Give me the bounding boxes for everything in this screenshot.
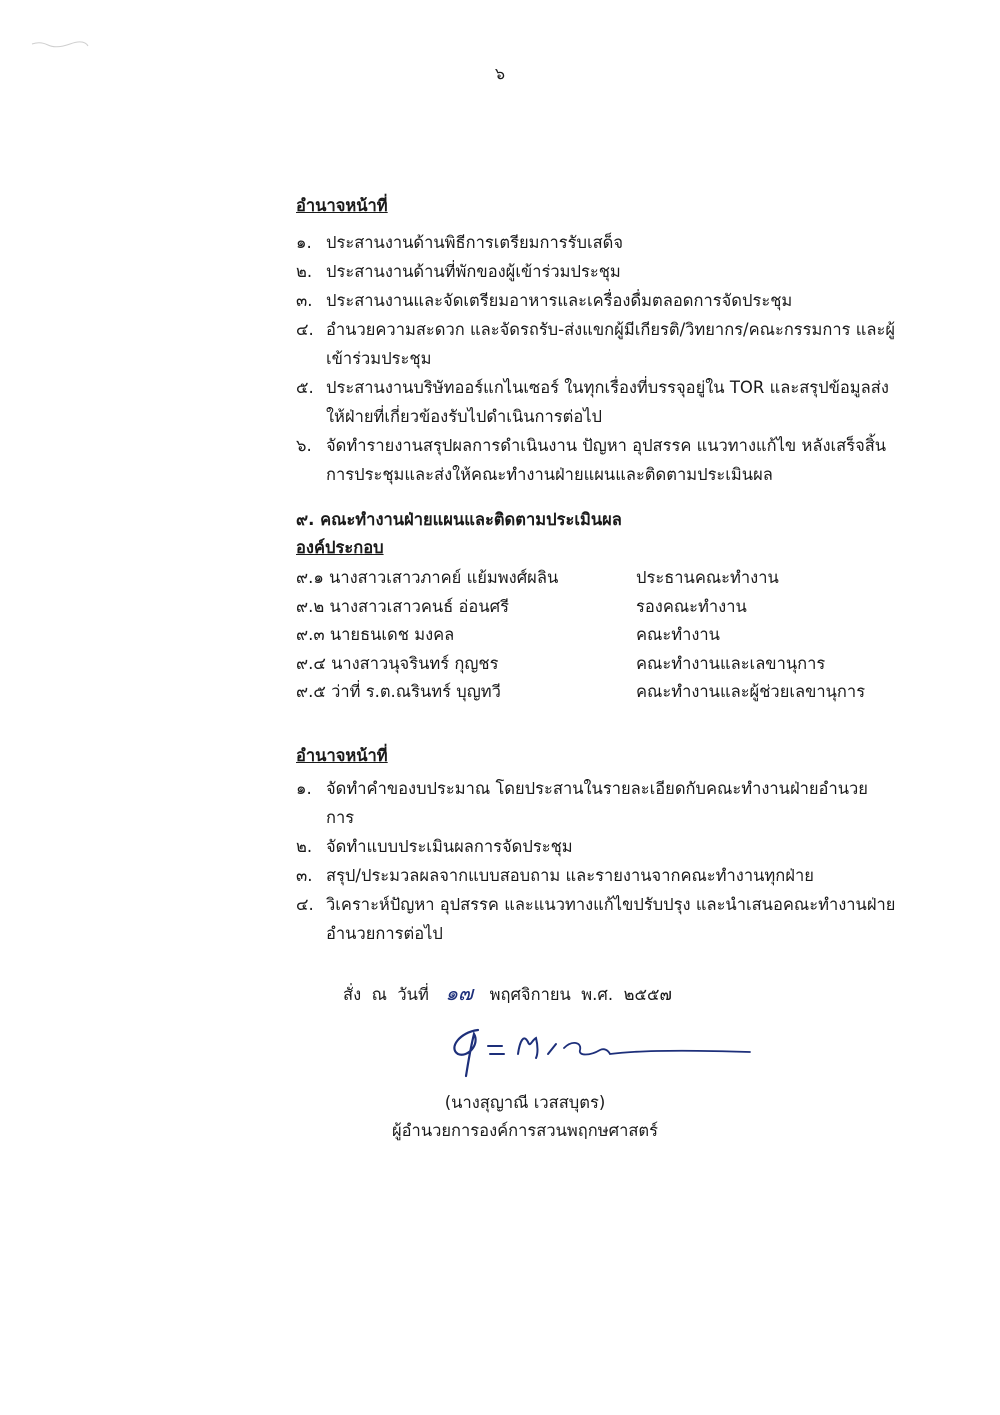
member-name: ๙.๒ นางสาวเสาวคนธ์ อ่อนศรี: [296, 596, 509, 616]
duty-text: จัดทำแบบประเมินผลการจัดประชุม: [326, 837, 573, 856]
duty-text: ประสานงานด้านที่พักของผู้เข้าร่วมประชุม: [326, 262, 621, 281]
duty-number: ๖.: [296, 436, 312, 455]
duty-number: ๒.: [296, 837, 313, 856]
member-name: ๙.๔ นางสาวนุจรินทร์ กุญชร: [296, 653, 499, 673]
duty-text: วิเคราะห์ปัญหา อุปสรรค และแนวทางแก้ไขปรับปรุง และนำเสนอคณะทำงานฝ่ายอำนวยการต่อไป: [326, 895, 896, 943]
duty-text: อำนวยความสะดวก และจัดรถรับ-ส่งแขกผู้มีเกียรติ/วิทยากร/คณะกรรมการ และผู้เข้าร่วมประชุม: [326, 320, 896, 368]
duty-item: [296, 228, 896, 257]
member-name: ๙.๑ นางสาวเสาวภาคย์ แย้มพงศ์ผลิน: [296, 568, 559, 587]
duty-text: สรุป/ประมวลผลจากแบบสอบถาม และรายงานจากคณะทำงานทุกฝ่าย: [326, 866, 814, 885]
order-date-prefix: สั่ง ณ วันที่: [343, 985, 429, 1004]
duty-number: ๑.: [296, 233, 312, 252]
duty-number: ๒.: [296, 262, 313, 281]
member-name: ๙.๕ ว่าที่ ร.ต.ณรินทร์ บุญทวี: [296, 682, 501, 701]
signer-name: (นางสุญาณี เวสสบุตร): [444, 1093, 606, 1112]
handwritten-signature: [440, 1020, 760, 1080]
duty-number: ๔.: [296, 895, 314, 914]
duty-item: [296, 861, 896, 890]
member-row: [296, 650, 896, 679]
section9-members-heading: องค์ประกอบ: [296, 538, 384, 557]
duty-item: [296, 774, 896, 832]
order-date: [343, 977, 672, 1009]
duty-item: [296, 431, 896, 489]
duty-number: ๓.: [296, 866, 313, 885]
duty-item: [296, 286, 896, 315]
section8-duties-heading: อำนาจหน้าที่: [296, 196, 388, 215]
member-row: [296, 621, 896, 650]
duty-item: [296, 373, 896, 431]
member-row: [296, 564, 896, 593]
member-name: ๙.๓ นายธนเดช มงคล: [296, 625, 455, 644]
member-role: คณะทำงาน: [636, 625, 720, 644]
section9-composition: [296, 506, 896, 707]
member-role: ประธานคณะทำงาน: [636, 568, 779, 587]
member-row: [296, 678, 896, 707]
duty-text: ประสานงานและจัดเตรียมอาหารและเครื่องดื่มตลอดการจัดประชุม: [326, 291, 793, 310]
order-date-month-year: พฤศจิกายน พ.ศ. ๒๕๕๗: [489, 985, 672, 1004]
duty-number: ๕.: [296, 378, 314, 397]
duty-text: จัดทำรายงานสรุปผลการดำเนินงาน ปัญหา อุปสรรค แนวทางแก้ไข หลังเสร็จสิ้นการประชุมและส่งให้คณะทำงานฝ่ายแผนและติดตามประเมินผล: [326, 436, 887, 484]
section9-duties-heading: อำนาจหน้าที่: [296, 746, 388, 765]
member-role: รองคณะทำงาน: [636, 596, 747, 616]
duty-text: ประสานงานบริษัทออร์แกไนเซอร์ ในทุกเรื่องที่บรรจุอยู่ใน TOR และสรุปข้อมูลส่งให้ฝ่ายที่เกี่ยวข้องรับไปดำเนินการต่อไป: [326, 378, 889, 426]
duty-number: ๓.: [296, 291, 313, 310]
duty-text: จัดทำคำของบประมาณ โดยประสานในรายละเอียดกับคณะทำงานฝ่ายอำนวยการ: [326, 779, 868, 827]
order-date-day: ๑๗: [445, 981, 474, 1005]
section9-duties: [296, 742, 896, 948]
duty-number: ๔.: [296, 320, 314, 339]
duty-item: [296, 257, 896, 286]
duty-number: ๑.: [296, 779, 312, 798]
duty-item: [296, 315, 896, 373]
member-role: คณะทำงานและผู้ช่วยเลขานุการ: [636, 682, 866, 701]
duty-text: ประสานงานด้านพิธีการเตรียมการรับเสด็จ: [326, 233, 624, 252]
duty-item: [296, 890, 896, 948]
section8-duties: [296, 192, 896, 489]
page-number: ๖: [494, 64, 506, 83]
member-row: [296, 593, 896, 622]
section9-title: ๙. คณะทำงานฝ่ายแผนและติดตามประเมินผล: [296, 510, 622, 529]
duty-item: [296, 832, 896, 861]
signer-title: ผู้อำนวยการองค์การสวนพฤกษศาสตร์: [391, 1121, 659, 1140]
member-role: คณะทำงานและเลขานุการ: [636, 653, 826, 673]
scan-smudge: [30, 38, 90, 50]
